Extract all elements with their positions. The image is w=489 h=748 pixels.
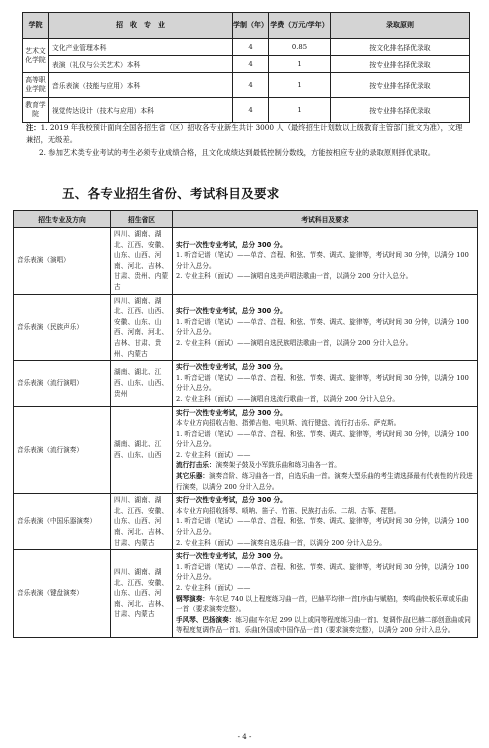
major-cell: 表演（礼仪与公关艺术）本科 xyxy=(49,56,233,73)
requirement-text: 1. 听音记谱（笔试）——单音、音程、和弦、节奏、调式、旋律等，考试时间 30 分钟，以满分 100 分计入总分。 xyxy=(176,517,469,537)
col-header-major-direction: 招生专业及方向 xyxy=(14,211,111,228)
principle-cell: 按专业排名择优录取 xyxy=(331,73,470,98)
years-cell: 4 xyxy=(233,98,269,123)
note-1-text: 1. 2019 年我校预计面向全国各招生省（区）招收各专业新生共计 3000 人（最终招生计划数以上级教育主管部门批文为准），文理兼招，无级差。 xyxy=(26,123,463,145)
requirement-line xyxy=(176,538,474,549)
table-row xyxy=(23,39,470,56)
requirements-cell xyxy=(173,294,478,361)
principle-cell: 按专业排名择优录取 xyxy=(331,98,470,123)
note-2: 2. 参加艺术类专业考试的考生必须专业成绩合格，且文化成绩达到最低控制分数线，方能按相应专业的录取原则择优录取。 xyxy=(39,147,436,157)
major-direction-cell: 音乐表演（流行演唱） xyxy=(14,361,111,406)
fee-cell: 0.85 xyxy=(269,39,331,56)
requirement-text: 1. 听音记谱（笔试）——单音、音程、和弦、节奏、调式、旋律等，考试时间 30 分钟，以满分 100 分计入总分。 xyxy=(176,317,469,337)
table-row xyxy=(14,361,478,406)
requirement-detail: 练习曲[车尔尼 299 以上或同等程度练习曲一首]、复调作品[巴赫二部创意曲或同等程度复调作品一首]、乐曲[外国或中国作品一首]（要求演奏完整），以满分 200 分计入总分。 xyxy=(176,615,471,635)
years-cell: 4 xyxy=(233,73,269,98)
requirement-line xyxy=(176,317,474,338)
requirement-text: 实行一次性专业考试，总分 300 分。 xyxy=(176,408,287,417)
major-direction-cell: 音乐表演（民族声乐） xyxy=(14,294,111,361)
major-direction-cell: 音乐表演（演唱） xyxy=(14,228,111,295)
requirement-text: 其它乐器： xyxy=(176,472,209,481)
requirement-line xyxy=(176,373,474,394)
requirement-detail: 演奏音阶、练习曲各一首，自选乐曲一首。演奏大型乐曲的考生请选择最有代表性的片段进行演奏，以满分 200 分计入总分。 xyxy=(176,472,473,491)
col-header-major: 招 收 专 业 xyxy=(49,13,233,39)
principle-cell: 按文化排名择优录取 xyxy=(331,39,470,56)
requirement-text: 1. 听音记谱（笔试）——单音、音程、和弦、节奏、调式、旋律等，考试时间 30 分钟，以满分 100 分计入总分。 xyxy=(176,429,469,449)
table-row xyxy=(14,406,478,494)
page-number: - 4 - xyxy=(237,733,252,741)
requirements-cell xyxy=(173,406,478,494)
requirement-line xyxy=(176,306,474,317)
notes xyxy=(26,122,466,159)
table-row xyxy=(23,98,470,123)
exam-table-header xyxy=(14,211,478,228)
requirements-cell xyxy=(173,550,478,638)
requirement-text: 1. 听音记谱（笔试）——单音、音程、和弦、节奏、调式、旋律等，考试时间 30 分钟，以满分 100 分计入总分。 xyxy=(176,251,469,270)
requirement-text: 2. 专业主科（面试）——演唱自选美声唱法歌曲一首，以满分 200 分计入总分。 xyxy=(176,272,413,281)
requirement-line xyxy=(176,240,474,251)
requirement-line xyxy=(176,495,474,506)
requirement-line xyxy=(176,583,474,594)
major-direction-cell: 音乐表演（键盘演奏） xyxy=(14,550,111,638)
requirement-line xyxy=(176,471,474,492)
provinces-cell: 四川、湖南、湖北、江西、安徽、山东、山西、河南、河北、吉林、甘肃、贵州、内蒙古 xyxy=(111,228,173,295)
requirement-line xyxy=(176,615,474,636)
provinces-cell: 四川、湖南、湖北、江西、安徽、山东、山西、河南、河北、吉林、甘肃、内蒙古 xyxy=(111,550,173,638)
requirement-line xyxy=(176,562,474,583)
requirement-line xyxy=(176,408,474,419)
provinces-cell: 四川、湖南、湖北、江西、山西、安徽、山东、山西、河南、河北、吉林、甘肃、贵州、内蒙古 xyxy=(111,294,173,361)
provinces-cell: 湖南、湖北、江西、山东、山西、贵州 xyxy=(111,361,173,406)
college-cell: 艺术文化学院 xyxy=(23,39,49,73)
provinces-cell: 湖南、湖北、江西、山东、山西 xyxy=(111,406,173,494)
principle-cell: 按专业排名择优录取 xyxy=(331,56,470,73)
major-cell: 音乐表演（技能与应用）本科 xyxy=(49,73,233,98)
requirement-text: 实行一次性专业考试，总分 300 分。 xyxy=(176,496,287,505)
requirement-text: 2. 专业主科（面试）——演唱自选民族唱法歌曲一首，以满分 200 分计入总分。 xyxy=(176,338,413,347)
col-header-provinces: 招生省区 xyxy=(111,211,173,228)
requirement-text: 本专业方向招收扬琴、唢呐、笛子、竹笛、民族打击乐、二胡、古筝、琵琶。 xyxy=(176,506,401,515)
requirement-text: 流行打击乐： xyxy=(176,461,216,470)
requirement-text: 实行一次性专业考试，总分 300 分。 xyxy=(176,552,287,561)
provinces-cell: 四川、湖南、湖北、江西、安徽、山东、山西、河南、河北、吉林、甘肃、内蒙古 xyxy=(111,494,173,550)
requirement-detail: 演奏架子鼓及小军鼓乐曲和练习曲各一首。 xyxy=(215,461,341,470)
requirement-line xyxy=(176,338,474,349)
note-1 xyxy=(26,122,466,147)
requirement-line xyxy=(176,450,474,461)
requirement-line xyxy=(176,418,474,429)
col-header-principle: 录取原则 xyxy=(331,13,470,39)
years-cell: 4 xyxy=(233,39,269,56)
requirement-text: 1. 听音记谱（笔试）——单音、音程、和弦、节奏、调式、旋律等，考试时间 30 分钟，以满分 100 分计入总分。 xyxy=(176,562,469,582)
requirement-line xyxy=(176,362,474,373)
requirement-line xyxy=(176,250,474,271)
requirement-line xyxy=(176,551,474,562)
requirement-line xyxy=(176,506,474,517)
fee-cell: 1 xyxy=(269,56,331,73)
requirement-line xyxy=(176,594,474,615)
college-cell: 高等职业学院 xyxy=(23,73,49,98)
requirements-cell xyxy=(173,228,478,295)
requirements-cell xyxy=(173,494,478,550)
table-row xyxy=(23,56,470,73)
col-header-years: 学制（年） xyxy=(233,13,269,39)
major-cell: 视觉传达设计（技术与应用）本科 xyxy=(49,98,233,123)
fee-cell: 1 xyxy=(269,98,331,123)
major-direction-cell: 音乐表演（中国乐器演奏） xyxy=(14,494,111,550)
exam-table xyxy=(13,210,478,638)
requirements-cell xyxy=(173,361,478,406)
table-row xyxy=(23,73,470,98)
college-cell: 教育学院 xyxy=(23,98,49,123)
requirement-text: 钢琴演奏： xyxy=(176,594,209,603)
requirement-text: 手风琴、巴扬演奏： xyxy=(176,615,236,624)
major-cell: 文化产业管理本科 xyxy=(49,39,233,56)
fee-cell: 1 xyxy=(269,73,331,98)
admission-table-header xyxy=(23,13,470,39)
major-direction-cell: 音乐表演（流行演奏） xyxy=(14,406,111,494)
requirement-text: 1. 听音记谱（笔试）——单音、音程、和弦、节奏、调式、旋律等，考试时间 30 分钟，以满分 100 分计入总分。 xyxy=(176,373,469,393)
requirement-text: 实行一次性专业考试，总分 300 分。 xyxy=(176,363,287,372)
col-header-requirements: 考试科目及要求 xyxy=(173,211,478,228)
admission-table xyxy=(22,12,470,123)
col-header-fee: 学费（万元/学年） xyxy=(269,13,331,39)
requirement-line xyxy=(176,516,474,537)
section-title: 五、各专业招生省份、考试科目及要求 xyxy=(62,186,280,201)
notes-label: 注： xyxy=(26,123,41,132)
table-row xyxy=(14,550,478,638)
requirement-text: 实行一次性专业考试，总分 300 分。 xyxy=(176,240,287,249)
requirement-line xyxy=(176,271,474,282)
requirement-line xyxy=(176,394,474,405)
requirement-text: 本专业方向招收吉他、指弹吉他、电贝斯、流行键盘、流行打击乐、萨克斯。 xyxy=(176,419,401,428)
table-row xyxy=(14,494,478,550)
requirement-detail: 车尔尼 740 以上程度练习曲一首，巴赫平均律一首[序曲与赋格]，奏鸣曲快板乐章或乐曲一首（要求演奏完整）。 xyxy=(176,594,469,614)
requirement-text: 2. 专业主科（面试）—— xyxy=(176,450,251,459)
col-header-college: 学院 xyxy=(23,13,49,39)
table-row xyxy=(14,294,478,361)
requirement-text: 2. 专业主科（面试）—— xyxy=(176,584,251,592)
years-cell: 4 xyxy=(233,56,269,73)
requirement-text: 2. 专业主科（面试）——演奏自选乐曲一首，以满分 200 分计入总分。 xyxy=(176,538,386,547)
requirement-text: 实行一次性专业考试，总分 300 分。 xyxy=(176,307,287,316)
requirement-text: 2. 专业主科（面试）——演唱自选流行歌曲一首，以满分 200 分计入总分。 xyxy=(176,394,399,403)
requirement-line xyxy=(176,460,474,471)
requirement-line xyxy=(176,429,474,450)
table-row xyxy=(14,228,478,295)
